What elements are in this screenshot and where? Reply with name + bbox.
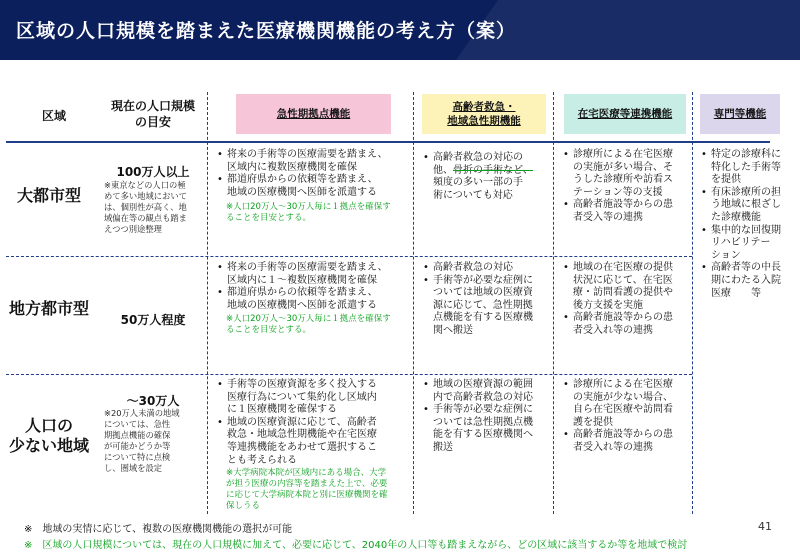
list-item: • 手術等が必要な症例に ついては急性期拠点機 能を有する医療機関へ 搬送 xyxy=(422,404,552,454)
acute-list-large-city xyxy=(216,149,412,199)
home-list-large-city xyxy=(562,149,690,225)
list-item: • 手術等の医療資源を多く投入する 医療行為について集約化し区域内 に１医療機関を確保する xyxy=(216,379,412,417)
population-large-city: 100万人以上 xyxy=(116,165,190,179)
elderly-list-large-city xyxy=(422,152,552,202)
row-divider xyxy=(6,256,692,257)
list-item: • 都道府県からの依頼等を踏まえ、 地域の医療機関へ医師を派遣する xyxy=(216,287,412,312)
list-item: • 将来の手術等の医療需要を踏まえ、 区域内に１～複数医療機関を確保 xyxy=(216,262,412,287)
list-item: • 高齢者救急の対応の 他、骨折の手術など、 頻度の多い一部の手 術についても対応 xyxy=(422,152,552,202)
list-item: • 有床診療所の担 う地域に根ざし た診療機能 xyxy=(700,187,796,225)
column-divider xyxy=(413,92,414,514)
col-header-region: 区域 xyxy=(41,109,66,123)
acute-list-regional-city xyxy=(216,262,412,312)
slide-header xyxy=(0,0,800,60)
col-header-population: 現在の人口規模 の目安 xyxy=(110,99,195,129)
column-divider xyxy=(553,92,554,514)
region-regional-city: 地方都市型 xyxy=(8,299,89,318)
acute-note-large-city: ※人口20万人～30万人毎に１拠点を確保す ることを目安とする。 xyxy=(226,202,391,223)
home-list-low-population xyxy=(562,379,690,455)
region-large-city: 大都市型 xyxy=(16,186,81,205)
list-item: • 高齢者救急の対応 xyxy=(422,262,552,275)
acute-note-low-population: ※大学病院本院が区域内にある場合、大学 が担う医療の内容等を踏まえた上で、必要 に応じて大学病院本院と別に医療機関を確 保しうる xyxy=(226,468,388,511)
list-item: • 高齢者施設等からの患 者受入れ等の連携 xyxy=(562,429,690,454)
region-low-population: 人口の 少ない地域 xyxy=(8,416,89,455)
population-note-low-population: ※20万人未満の地域 については、急性 期拠点機能の確保 が可能かどうか等 について特に点検 し、圏域を設定 xyxy=(104,408,180,473)
list-item: • 高齢者施設等からの患 者受入等の連携 xyxy=(562,199,690,224)
row-divider xyxy=(6,374,692,375)
list-item: • 診療所による在宅医療 の実施が多い場合、そ うした診療所や訪看ス テーション等の支援 xyxy=(562,149,690,199)
elderly-list-regional-city xyxy=(422,262,552,338)
footnote-population-basis: ※ 区域の人口規模については、現在の人口規模に加えて、必要に応じて、2040年の人口等も踏まえながら、どの区域に該当するか等を地域で検討 xyxy=(24,540,688,551)
list-item: • 手術等が必要な症例に ついては地域の医療資 源に応じて、急性期拠 点機能を有する医療機 関へ搬送 xyxy=(422,275,552,338)
column-divider xyxy=(692,92,693,514)
table-header-divider xyxy=(6,141,770,143)
list-item: • 地域の在宅医療の提供 状況に応じて、在宅医 療・訪問看護の提供や 後方支援を実施 xyxy=(562,262,690,312)
col-header-elderly: 高齢者救急・ 地域急性期機能 xyxy=(422,94,546,134)
list-item: • 地域の医療資源の範囲 内で高齢者救急の対応 xyxy=(422,379,552,404)
population-regional-city: 50万人程度 xyxy=(120,313,186,327)
special-list xyxy=(700,149,796,300)
home-list-regional-city xyxy=(562,262,690,338)
population-low-population: ～30万人 xyxy=(126,394,180,408)
list-item: • 都道府県からの依頼等を踏まえ、 地域の医療機関へ医師を派遣する xyxy=(216,174,412,199)
list-item: • 地域の医療資源に応じて、高齢者 救急・地域急性期機能や在宅医療 等連携機能をあわせて選択するこ とも考えられる xyxy=(216,417,412,467)
footnote-selection: ※ 地域の実情に応じて、複数の医療機関機能の選択が可能 xyxy=(24,524,293,535)
list-item: • 将来の手術等の医療需要を踏まえ、 区域内に複数医療機関を確保 xyxy=(216,149,412,174)
population-note-large-city: ※東京などの人口の極 めて多い地域において は、個別性が高く、地 域偏在等の観点も踏ま えつつ別途整理 xyxy=(104,180,187,234)
list-item: • 集中的な回復期 リハビリテー ション xyxy=(700,225,796,263)
struck-text: 骨折の手術など、 xyxy=(453,164,533,176)
col-header-acute: 急性期拠点機能 xyxy=(236,94,391,134)
list-item: • 高齢者施設等からの患 者受入れ等の連携 xyxy=(562,312,690,337)
acute-note-regional-city: ※人口20万人～30万人毎に１拠点を確保す ることを目安とする。 xyxy=(226,314,391,335)
slide-title: 区域の人口規模を踏まえた医療機関機能の考え方（案） xyxy=(16,20,517,42)
acute-list-low-population xyxy=(216,379,412,467)
col-header-special: 専門等機能 xyxy=(700,94,780,134)
list-item: • 特定の診療科に 特化した手術等 を提供 xyxy=(700,149,796,187)
list-item: • 診療所による在宅医療 の実施が少ない場合、 自ら在宅医療や訪問看 護を提供 xyxy=(562,379,690,429)
elderly-list-low-population xyxy=(422,379,552,455)
page-number: 41 xyxy=(758,520,772,533)
list-item: • 高齢者等の中長 期にわたる入院 医療 等 xyxy=(700,262,796,300)
col-header-home: 在宅医療等連携機能 xyxy=(564,94,686,134)
